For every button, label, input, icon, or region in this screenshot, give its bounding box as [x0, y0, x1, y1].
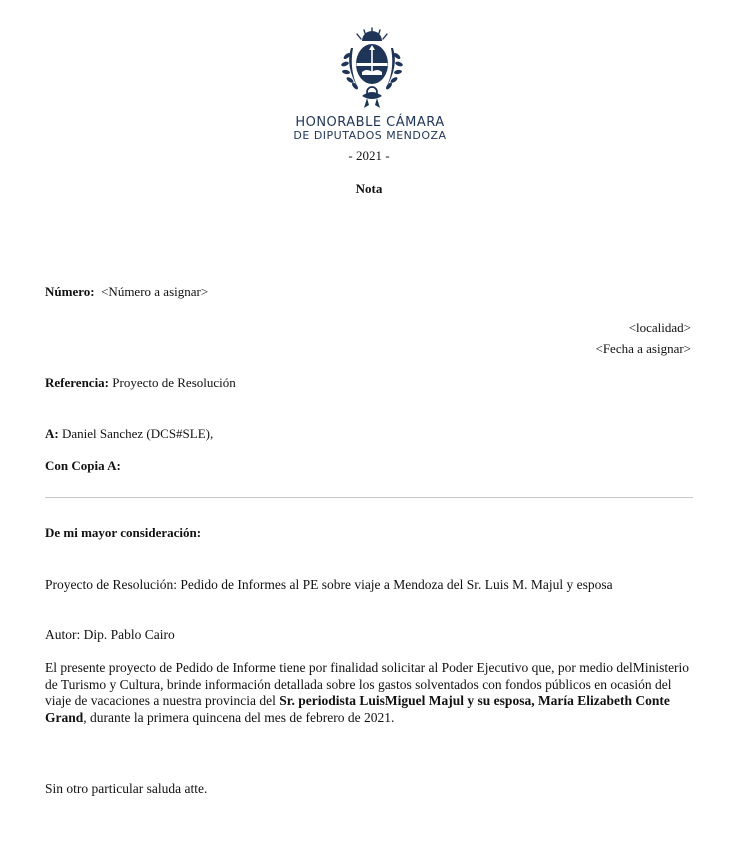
subject-paragraph: Proyecto de Resolución: Pedido de Informes al PE sobre viaje a Mendoza del Sr. Luis M. Majul y esposa	[45, 577, 613, 592]
document-type-title: Nota	[355, 181, 383, 196]
fecha-text: <Fecha a asignar>	[595, 341, 691, 356]
numero-row	[45, 284, 208, 300]
numero-label: Número:	[45, 284, 95, 299]
recipient-value: Daniel Sanchez (DCS#SLE),	[61, 426, 214, 441]
main-paragraph	[45, 660, 695, 726]
numero-value: <Número a asignar>	[101, 284, 209, 299]
greeting	[45, 525, 201, 541]
recipient-row	[45, 426, 213, 442]
main-paragraph-highlight: Sr. periodista LuisMiguel Majul y su esposa, María Elizabeth Conte Grand	[45, 693, 670, 725]
localidad-text: <localidad>	[628, 320, 691, 335]
document-year: - 2021 -	[348, 148, 390, 163]
main-paragraph-part1: El presente proyecto de Pedido de Informe tiene por finalidad solicitar al Poder Ejecutivo que, por medio delMinisterio de Turismo y Cultura, brinde información detallada sobre los gastos solventados con fondos públicos en ocasión del viaje de vacaciones a nuestra provincia del	[45, 660, 690, 708]
author-line: Autor: Dip. Pablo Cairo	[45, 627, 175, 642]
referencia-label: Referencia:	[45, 375, 110, 390]
institution-name-line2: DE DIPUTADOS MENDOZA	[293, 129, 447, 142]
cc-row	[45, 458, 121, 474]
section-divider	[45, 497, 693, 498]
recipient-label: A:	[45, 426, 59, 441]
coat-of-arms-seal-icon	[336, 26, 408, 112]
cc-label: Con Copia A:	[45, 458, 121, 473]
referencia-value: Proyecto de Resolución	[112, 375, 236, 390]
referencia-row	[45, 375, 236, 391]
closing-line: Sin otro particular saluda atte.	[45, 781, 208, 796]
main-paragraph-part2: , durante la primera quincena del mes de febrero de 2021.	[83, 709, 395, 725]
institution-name-line1: HONORABLE CÁMARA	[295, 115, 445, 130]
greeting-text: De mi mayor consideración:	[45, 525, 202, 540]
